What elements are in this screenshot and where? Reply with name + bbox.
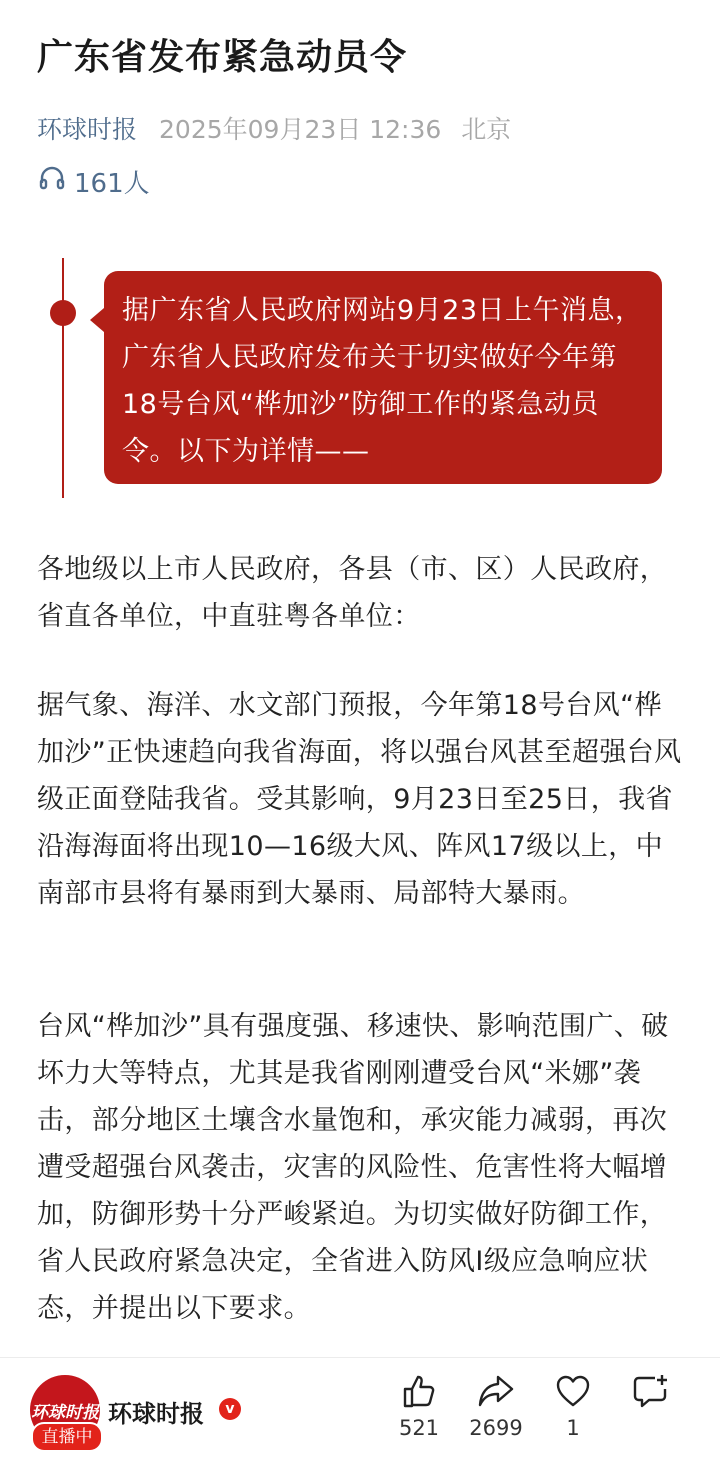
share-count: 2699 xyxy=(469,1416,523,1440)
verified-icon: v xyxy=(219,1398,241,1420)
like-button[interactable] xyxy=(384,1372,454,1440)
headphones-icon xyxy=(38,164,74,199)
account-name[interactable]: 环球时报 xyxy=(108,1400,204,1428)
live-badge[interactable]: 直播中 xyxy=(31,1422,103,1452)
timeline-dot xyxy=(50,300,76,326)
like-count: 521 xyxy=(398,1416,440,1440)
share-button[interactable] xyxy=(461,1372,531,1440)
paragraph-addressees: 各地级以上市人民政府，各县（市、区）人民政府，省直各单位，中直驻粤各单位： xyxy=(37,554,668,632)
like-icon xyxy=(384,1372,454,1410)
listen-count: 161人 xyxy=(74,168,150,199)
paragraph-response: 台风“桦加沙”具有强度强、移速快、影响范围广、破坏力大等特点，尤其是我省刚刚遭受台风“米娜”袭击，部分地区土壤含水量饱和，承灾能力减弱，再次遭受超强台风袭击，灾害的风险性、危害性将大幅增加，防御形势十分严峻紧迫。为切实做好防御工作，省人民政府紧急决定，全省进入防风I级应急响应状态，并提出以下要求。 xyxy=(37,1011,669,1324)
timeline-line xyxy=(62,258,64,498)
publish-location: 北京 xyxy=(461,115,512,144)
paragraph-forecast: 据气象、海洋、水文部门预报，今年第18号台风“桦加沙”正快速趋向我省海面，将以强台风甚至超强台风级正面登陆我省。受其影响，9月23日至25日，我省沿海海面将出现10—16级大风、阵风17级以上，中南部市县将有暴雨到大暴雨、局部特大暴雨。 xyxy=(37,690,682,909)
source-link[interactable]: 环球时报 xyxy=(37,115,138,144)
bottom-action-bar xyxy=(0,1357,720,1464)
comment-icon xyxy=(615,1372,685,1410)
article-title: 广东省发布紧急动员令 xyxy=(37,37,408,78)
favorite-icon xyxy=(538,1372,608,1410)
favorite-button[interactable] xyxy=(538,1372,608,1440)
publish-time: 2025年09月23日 12:36 xyxy=(159,115,442,144)
favorite-count: 1 xyxy=(566,1416,580,1440)
summary-callout: 据广东省人民政府网站9月23日上午消息，广东省人民政府发布关于切实做好今年第18号台风“桦加沙”防御工作的紧急动员令。以下为详情—— xyxy=(104,271,662,484)
share-icon xyxy=(461,1372,531,1410)
account-avatar[interactable]: 环球时报 xyxy=(30,1375,100,1445)
article-meta xyxy=(37,106,511,150)
listen-button[interactable] xyxy=(38,161,150,201)
comment-button[interactable] xyxy=(615,1372,685,1416)
